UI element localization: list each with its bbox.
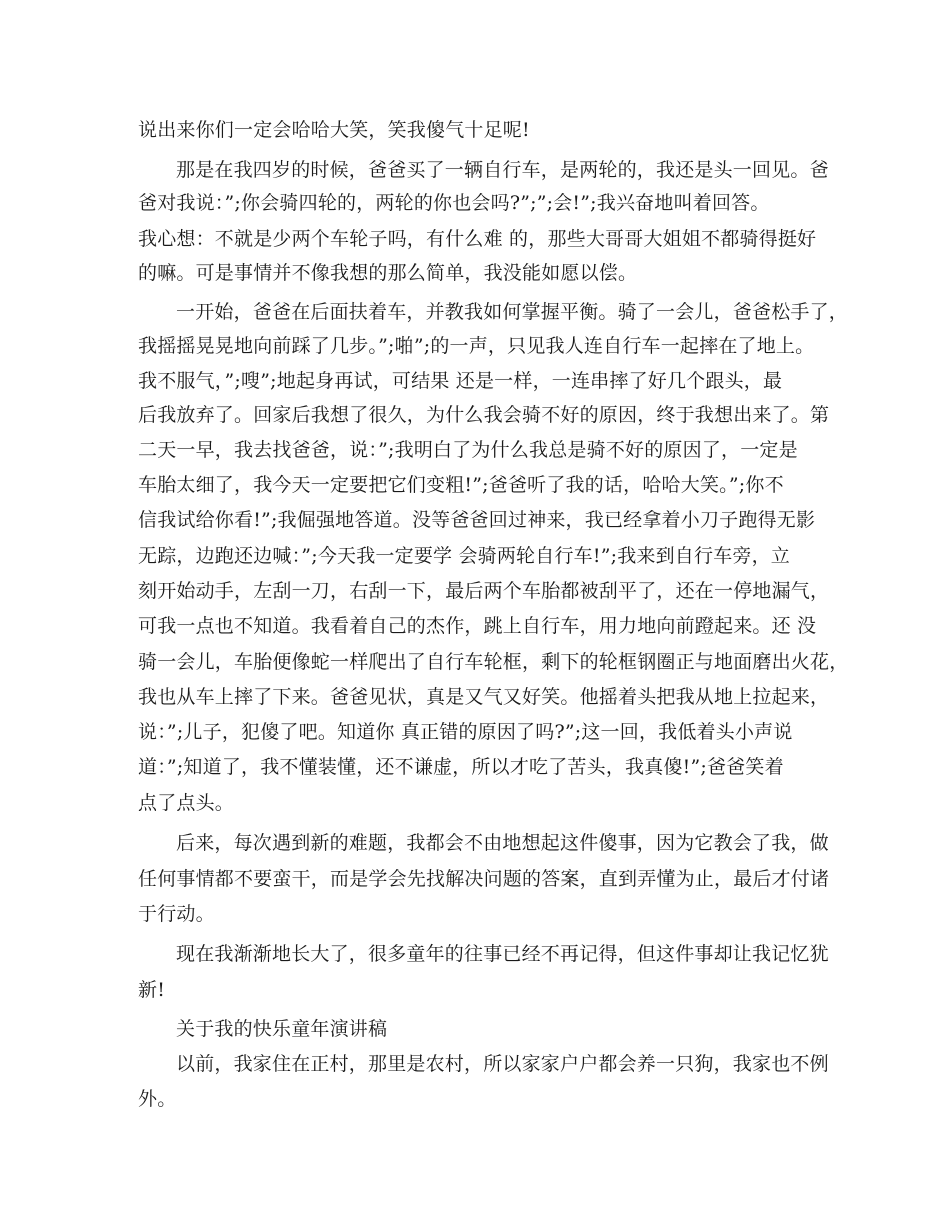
text-line: 信我试给你看!”;我倔强地答道。没等爸爸回过神来，我已经拿着小刀子跑得无影 <box>138 509 816 531</box>
paragraph-first-line: 一开始，爸爸在后面扶着车，并教我如何掌握平衡。骑了一会儿，爸爸松手了， <box>176 301 849 323</box>
text-line: 无踪，边跑还边喊：”;今天我一定要学 会骑两轮自行车!”;我来到自行车旁，立 <box>138 545 791 567</box>
text-line: 说：”;儿子，犯傻了吧。知道你 真正错的原因了吗?”;这一回，我低着头小声说 <box>138 721 793 743</box>
text-line: 道：”;知道了，我不懂装懂，还不谦虚，所以才吃了苦头，我真傻!”;爸爸笑着 <box>138 756 784 778</box>
text-line: 任何事情都不要蛮干，而是学会先找解决问题的答案，直到弄懂为止，最后才付诸 <box>138 868 830 890</box>
text-line: 新! <box>138 979 166 1001</box>
paragraph-first-line: 现在我渐渐地长大了，很多童年的往事已经不再记得，但这件事却让我记忆犹 <box>176 943 829 965</box>
text-line: 车胎太细了，我今天一定要把它们变粗!”;爸爸听了我的话，哈哈大笑。”;你不 <box>138 474 784 496</box>
section-heading: 关于我的快乐童年演讲稿 <box>176 1018 388 1040</box>
paragraph-first-line: 以前，我家住在正村，那里是农村，所以家家户户都会养一只狗，我家也不例 <box>176 1053 829 1075</box>
text-line: 说出来你们一定会哈哈大笑，笑我傻气十足呢! <box>138 119 530 141</box>
text-line: 外。 <box>138 1088 177 1110</box>
text-line: 骑一会儿，车胎便像蛇一样爬出了自行车轮框，剩下的轮框钢圈正与地面磨出火花， <box>138 651 849 673</box>
text-line: 于行动。 <box>138 903 215 925</box>
text-line: 刻开始动手，左刮一刀，右刮一下，最后两个车胎都被刮平了，还在一停地漏气， <box>138 580 830 602</box>
text-line: 点了点头。 <box>138 792 235 814</box>
text-line: 我摇摇晃晃地向前踩了几步。”;啪”;的一声，只见我人连自行车一起摔在了地上。 <box>138 335 815 357</box>
text-line: 的嘛。可是事情并不像我想的那么简单，我没能如愿以偿。 <box>138 262 638 284</box>
text-line: 我也从车上摔了下来。爸爸见状，真是又气又好笑。他摇着头把我从地上拉起来， <box>138 686 830 708</box>
text-line: 我不服气，”;嗖”;地起身再试，可结果 还是一样，一连串摔了好几个跟头，最 <box>138 370 783 392</box>
paragraph-first-line: 后来，每次遇到新的难题，我都会不由地想起这件傻事，因为它教会了我，做 <box>176 832 829 854</box>
text-line: 可我一点也不知道。我看着自己的杰作，跳上自行车，用力地向前蹬起来。还 没 <box>138 615 817 637</box>
text-line: 爸对我说：”;你会骑四轮的，两轮的你也会吗?”;”;会!”;我兴奋地叫着回答。 <box>138 192 770 214</box>
paragraph-first-line: 那是在我四岁的时候，爸爸买了一辆自行车，是两轮的，我还是头一回见。爸 <box>176 159 829 181</box>
text-line: 我心想：不就是少两个车轮子吗，有什么难 的，那些大哥哥大姐姐不都骑得挺好 <box>138 228 817 250</box>
text-line: 二天一早，我去找爸爸，说：”;我明白了为什么我总是骑不好的原因了，一定是 <box>138 439 798 461</box>
text-line: 后我放弃了。回家后我想了很久，为什么我会骑不好的原因，终于我想出来了。第 <box>138 404 830 426</box>
